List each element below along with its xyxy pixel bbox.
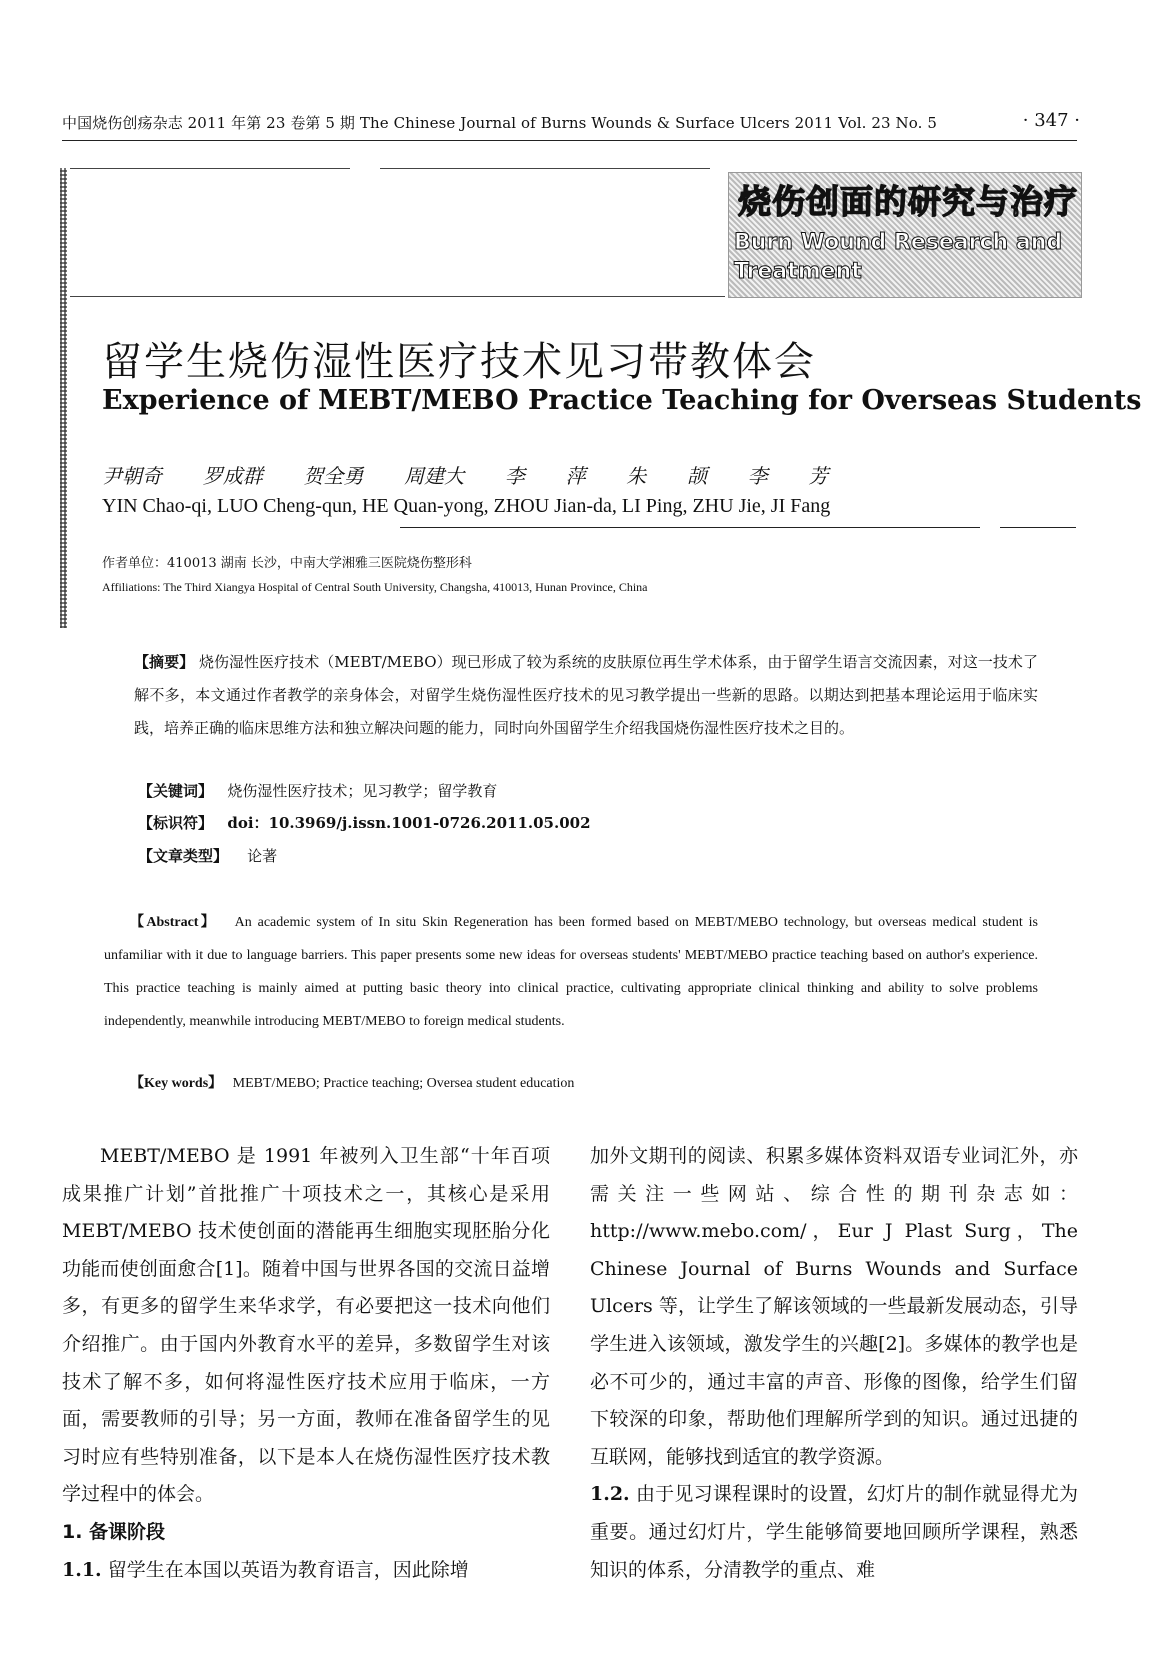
abstract-cn [134,646,1038,745]
title-en: Experience of MEBT/MEBO Practice Teaching for Overseas Students [102,385,1142,416]
body-paragraph-1-1 [62,1552,550,1590]
identifier-cn-label: 【标识符】 [138,814,214,832]
affiliation-en: Affiliations: The Third Xiangya Hospital of Central South University, Changsha, 410013, Hunan Province, China [102,580,648,594]
subsection-number: 1.1. [62,1558,102,1581]
keywords-en-label: 【Key words】 [130,1076,223,1091]
subsection-text: 留学生在本国以英语为教育语言，因此除增 [107,1558,469,1581]
column-tag-cn: 烧伤创面的研究与治疗 [738,182,1078,221]
body-paragraph-1-2 [590,1476,1078,1589]
body-column-right [590,1138,1078,1589]
author-rule-end [1000,527,1076,528]
abstract-en-label: 【Abstract】 [130,915,218,930]
body-column-left [62,1138,550,1589]
title-cn: 留学生烧伤湿性医疗技术见习带教体会 [102,339,816,385]
authors-en: YIN Chao-qi, LUO Cheng-qun, HE Quan-yong, ZHOU Jian-da, LI Ping, ZHU Jie, JI Fang [102,495,831,517]
title-rule [70,296,725,297]
abstract-cn-label: 【摘要】 [134,653,195,671]
identifier-cn [138,812,591,833]
authors-cn: 尹朝奇 罗成群 贺全勇 周建大 李 萍 朱 颉 李 芳 [102,464,829,488]
article-type-label: 【文章类型】 [138,847,229,865]
column-tag-en: Burn Wound Research and Treatment [734,230,1063,284]
body-paragraph-continued: 加外文期刊的阅读、积累多媒体资料双语专业词汇外，亦需关注一些网站、综合性的期刊杂志如：http://www.mebo.com/，Eur J Plast Surg，The Chinese Journal of Burns Wounds and Surface Ulcers 等，让学生了解该领域的一些最新发展动态，引导学生进入该领域，激发学生的兴趣[2]。多媒体的教学也是必不可少的，通过丰富的声音、形像的图像，给学生们留下较深的印象，帮助他们理解所学到的知识。通过迅捷的互联网，能够找到适宜的教学资源。 [590,1145,1078,1468]
article-type-text: 论著 [247,847,278,865]
keywords-cn [138,780,497,801]
header-rule [62,140,1077,141]
keywords-cn-label: 【关键词】 [138,782,214,800]
page-number: · 347 · [1022,110,1080,131]
subsection-text: 由于见习课程课时的设置，幻灯片的制作就显得尤为重要。通过幻灯片，学生能够简要地回顾所学课程，熟悉知识的体系，分清教学的重点、难 [590,1483,1078,1581]
keywords-en-text: MEBT/MEBO; Practice teaching; Oversea student education [232,1076,575,1091]
doi-text: doi：10.3969/j.issn.1001-0726.2011.05.002 [227,814,591,832]
article-type-cn [138,845,277,866]
running-head: 中国烧伤创疡杂志 2011 年第 23 卷第 5 期 The Chinese Journal of Burns Wounds & Surface Ulcers 2011 Vol. 23 No. 5 [62,114,938,132]
abstract-en [104,906,1038,1038]
keywords-en [130,1072,574,1092]
keywords-cn-text: 烧伤湿性医疗技术；见习教学；留学教育 [227,782,498,800]
affiliation-cn: 作者单位：410013 湖南 长沙，中南大学湘雅三医院烧伤整形科 [102,556,472,571]
abstract-en-text: An academic system of In situ Skin Regeneration has been formed based on MEBT/MEBO technology, but overseas medical student is unfamiliar with it due to language barriers. This paper presents some new ideas for overseas students' MEBT/MEBO practice teaching based on author's experience. This practice teaching is mainly aimed at putting basic theory into clinical practice, cultivating appropriate clinical thinking and ability to solve problems independently, meanwhile introducing MEBT/MEBO to foreign medical students. [104,915,1039,1029]
top-rule-left [70,168,350,169]
body-paragraph: MEBT/MEBO 是 1991 年被列入卫生部“十年百项成果推广计划”首批推广十项技术之一，其核心是采用 MEBT/MEBO 技术使创面的潜能再生细胞实现胚胎分化功能而使创面愈合[1]。随着中国与世界各国的交流日益增多，有更多的留学生来华求学，有必要把这一技术向他们介绍推广。由于国内外教育水平的差异，多数留学生对该技术了解不多，如何将湿性医疗技术应用于临床，一方面，需要教师的引导；另一方面，教师在准备留学生的见习时应有些特别准备，以下是本人在烧伤湿性医疗技术教学过程中的体会。 [62,1145,550,1506]
author-rule [400,527,980,528]
subsection-number: 1.2. [590,1483,630,1506]
abstract-cn-text: 烧伤湿性医疗技术（MEBT/MEBO）现已形成了较为系统的皮肤原位再生学术体系，由于留学生语言交流因素，对这一技术了解不多，本文通过作者教学的亲身体会，对留学生烧伤湿性医疗技术的见习教学提出一些新的思路。以期达到把基本理论运用于临床实践，培养正确的临床思维方法和独立解决问题的能力，同时向外国留学生介绍我国烧伤湿性医疗技术之目的。 [134,653,1038,737]
side-decoration-strip [60,168,67,628]
top-rule-middle [380,168,710,169]
section-heading: 1. 备课阶段 [62,1520,166,1543]
